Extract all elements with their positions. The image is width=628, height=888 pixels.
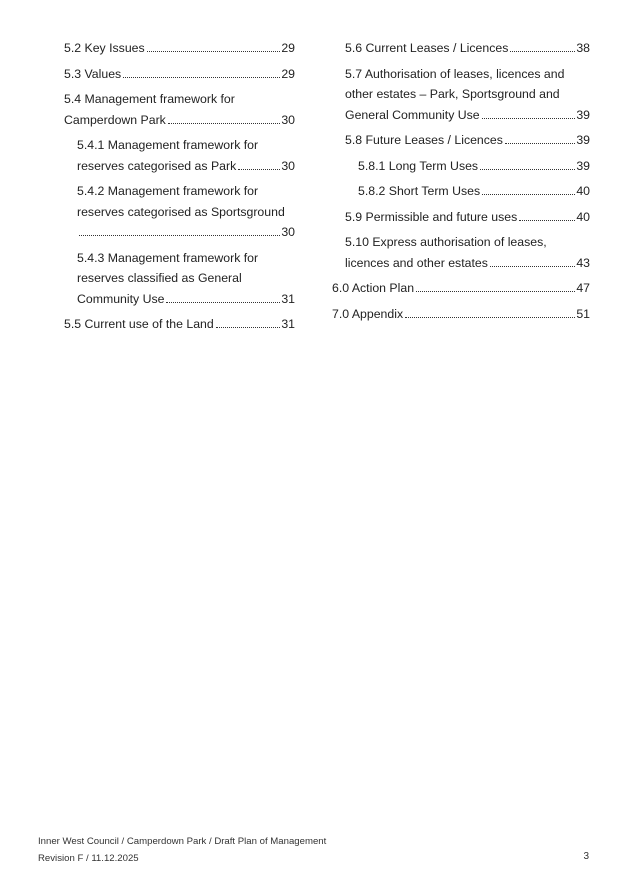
toc-entry-title-line: 5.4.1 Management framework for: [77, 138, 259, 152]
toc-entry-title-line: Community Use: [77, 291, 165, 306]
toc-entry-title-line: 7.0 Appendix: [332, 306, 404, 321]
toc-entry-leader-line: [64, 110, 295, 131]
toc-entry-leader-line: [345, 38, 590, 59]
toc-entry-leader-line: [345, 207, 590, 228]
page-number: 3: [583, 851, 589, 862]
toc-entry-leader-line: [77, 222, 295, 243]
toc-entry-page-number: 29: [281, 66, 295, 81]
dot-leader: [416, 291, 575, 292]
toc-entry-page-number: 51: [576, 306, 590, 321]
toc-entry-title-line: 5.8 Future Leases / Licences: [345, 133, 503, 147]
dot-leader: [238, 169, 280, 170]
toc-entry-page-number: 40: [576, 184, 590, 198]
toc-entry[interactable]: [51, 135, 295, 176]
toc-entry-title-line: 5.3 Values: [64, 66, 122, 81]
toc-entry[interactable]: [332, 38, 590, 59]
toc-entry-title-line: reserves categorised as Park: [77, 158, 237, 173]
toc-entry-title-line: 5.7 Authorisation of leases, licences and: [345, 66, 565, 81]
toc-entry-page-number: 31: [281, 291, 295, 306]
toc-entry-page-number: 39: [576, 133, 590, 147]
toc-entry-leader-line: [64, 64, 295, 85]
toc-entry-leader-line: [345, 105, 590, 126]
dot-leader: [147, 51, 281, 52]
toc-entry[interactable]: [332, 207, 590, 228]
footer-revision: Revision F / 11.12.2025: [38, 852, 139, 864]
toc-entry[interactable]: [51, 89, 295, 130]
toc-entry-page-number: 30: [281, 158, 295, 173]
toc-entry[interactable]: [332, 232, 590, 273]
toc-entry-leader-line: [358, 181, 590, 202]
toc-entry-leader-line: [332, 304, 590, 325]
dot-leader: [168, 123, 280, 124]
toc-right-column: [332, 38, 590, 329]
toc-entry-title-line: General Community Use: [345, 107, 480, 122]
dot-leader: [482, 194, 575, 195]
toc-entry-title-line: 5.9 Permissible and future uses: [345, 209, 518, 224]
toc-entry[interactable]: [332, 278, 590, 299]
toc-entry-title-line: 5.5 Current use of the Land: [64, 317, 214, 331]
toc-entry-title-line: licences and other estates: [345, 255, 488, 270]
dot-leader: [123, 77, 280, 78]
toc-entry[interactable]: [332, 156, 590, 177]
dot-leader: [519, 220, 575, 221]
toc-entry-title-line: reserves categorised as Sportsground: [77, 204, 285, 219]
toc-entry-leader-line: [345, 253, 590, 274]
toc-entry[interactable]: [51, 248, 295, 310]
toc-entry[interactable]: [51, 314, 295, 335]
toc-entry-leader-line: [77, 156, 295, 177]
toc-entry-page-number: 38: [576, 41, 590, 55]
toc-entry-leader-line: [332, 278, 590, 299]
toc-entry-title-line: 5.4.2 Management framework for: [77, 184, 259, 198]
toc-entry[interactable]: [332, 181, 590, 202]
toc-entry-page-number: 40: [576, 209, 590, 224]
footer-document-title: Inner West Council / Camperdown Park / Draft Plan of Management: [38, 836, 327, 847]
toc-entry[interactable]: [51, 64, 295, 85]
toc-entry-title-line: 5.4 Management framework for: [64, 92, 235, 106]
toc-entry[interactable]: [332, 130, 590, 151]
toc-entry-page-number: 43: [576, 255, 590, 270]
toc-entry-title-line: Camperdown Park: [64, 112, 166, 127]
toc-entry-title-line: 5.4.3 Management framework for: [77, 250, 259, 265]
toc-entry-leader-line: [64, 314, 295, 335]
toc-entry-page-number: 30: [281, 225, 295, 239]
toc-entry[interactable]: [332, 304, 590, 325]
toc-left-column: [51, 38, 295, 340]
toc-entry-page-number: 47: [576, 281, 590, 295]
toc-entry-title-line: 5.2 Key Issues: [64, 41, 145, 55]
dot-leader: [482, 118, 576, 119]
toc-entry-title-line: 5.10 Express authorisation of leases,: [345, 235, 547, 249]
toc-entry-title-line: 6.0 Action Plan: [332, 281, 415, 295]
toc-entry-page-number: 30: [281, 112, 295, 127]
dot-leader: [480, 169, 575, 170]
page-footer: [38, 834, 326, 867]
toc-entry[interactable]: [51, 181, 295, 243]
toc-entry-page-number: 39: [576, 107, 590, 122]
toc-entry-title-line: 5.8.1 Long Term Uses: [358, 158, 479, 173]
toc-entry-title-line: other estates – Park, Sportsground and: [345, 87, 560, 101]
dot-leader: [405, 317, 575, 318]
dot-leader: [510, 51, 575, 52]
toc-entry-leader-line: [345, 130, 590, 151]
toc-entry[interactable]: [51, 38, 295, 59]
toc-entry-title-line: 5.6 Current Leases / Licences: [345, 41, 509, 55]
toc-entry-title-line: reserves classified as General: [77, 271, 242, 285]
toc-entry[interactable]: [332, 64, 590, 126]
toc-entry-leader-line: [77, 289, 295, 310]
toc-entry-page-number: 29: [281, 41, 295, 55]
dot-leader: [216, 327, 281, 328]
toc-entry-page-number: 39: [576, 158, 590, 173]
dot-leader: [166, 302, 280, 303]
dot-leader: [79, 235, 280, 236]
toc-entry-title-line: 5.8.2 Short Term Uses: [358, 184, 481, 198]
dot-leader: [505, 143, 575, 144]
toc-entry-leader-line: [358, 156, 590, 177]
dot-leader: [490, 266, 575, 267]
toc-entry-leader-line: [64, 38, 295, 59]
toc-entry-page-number: 31: [281, 317, 295, 331]
